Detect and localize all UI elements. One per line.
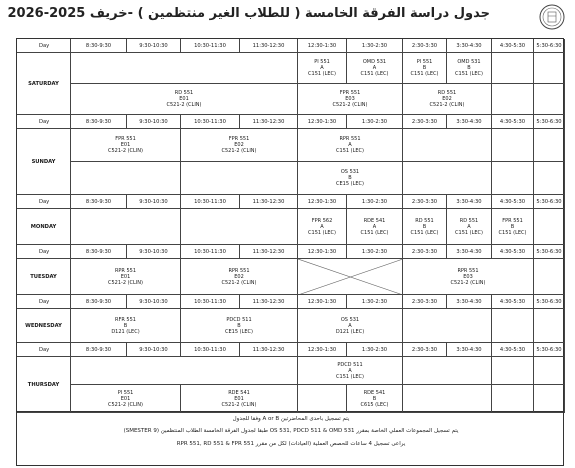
- empty-slot: [492, 129, 534, 162]
- course-line: E01: [234, 395, 244, 402]
- course-block: [298, 129, 403, 162]
- course-line: D121 (LEC): [335, 328, 365, 335]
- time-slot-header: 5:30-6:30: [534, 39, 565, 53]
- course-line: C521-2 (CLIN): [107, 148, 143, 154]
- course-line: A: [320, 223, 324, 230]
- empty-slot: [534, 309, 565, 343]
- course-line: B: [237, 322, 241, 329]
- course-block: [403, 84, 492, 115]
- footer-note: يتم تسجيل باحدى المحاضرتين A or B وفقا للجدول: [232, 416, 350, 422]
- day-header-cell: Day: [17, 195, 71, 209]
- empty-slot: [534, 259, 565, 295]
- time-slot-header: 4:30-5:30: [492, 295, 534, 309]
- course-block: [298, 209, 347, 245]
- course-line: A: [348, 367, 352, 374]
- day-header-cell: Day: [17, 245, 71, 259]
- course-line: RD 551: [415, 217, 434, 224]
- time-slot-header: 8:30-9:30: [71, 195, 127, 209]
- time-slot-header: 1:30-2:30: [347, 295, 403, 309]
- time-slot-header: 11:30-12:30: [240, 245, 298, 259]
- course-line: FPR 551: [502, 217, 523, 224]
- time-slot-header: 5:30-6:30: [534, 195, 565, 209]
- footer-note: يتم تسجيل المجموعات العملي الخاصة بمقرر OS 531, PDCD 511 & OMD 531 طبقا لجدول الفرقة الخامسة الطلاب المنتظمين (SMESTER 9): [123, 428, 459, 434]
- time-slot-header: 5:30-6:30: [534, 343, 565, 357]
- course-line: C151 (LEC): [360, 229, 389, 236]
- course-line: E02: [234, 142, 244, 148]
- time-slot-header: 9:30-10:30: [127, 195, 181, 209]
- course-block: [347, 209, 403, 245]
- day-header-cell: Day: [17, 295, 71, 309]
- empty-slot: [71, 162, 181, 195]
- course-line: E01: [120, 395, 131, 402]
- empty-slot: [534, 357, 565, 385]
- course-block: [71, 129, 181, 162]
- time-slot-header: 2:30-3:30: [403, 39, 447, 53]
- empty-slot: [492, 84, 534, 115]
- time-slot-header: 3:30-4:30: [447, 39, 492, 53]
- course-block: [71, 385, 181, 413]
- course-line: C521-2 (CLIN): [450, 279, 486, 286]
- time-slot-header: 4:30-5:30: [492, 343, 534, 357]
- course-line: E03: [345, 96, 355, 102]
- empty-slot: [534, 53, 565, 84]
- course-block: [181, 129, 298, 162]
- course-line: C151 (LEC): [455, 71, 483, 77]
- time-slot-header: 4:30-5:30: [492, 245, 534, 259]
- day-header-cell: Day: [17, 115, 71, 129]
- course-line: CE15 (LEC): [336, 181, 364, 187]
- course-line: E03: [463, 273, 473, 280]
- course-line: CE15 (LEC): [225, 328, 253, 335]
- course-block: [298, 53, 347, 84]
- course-block: [347, 385, 403, 413]
- course-line: PI 551: [117, 389, 134, 396]
- day-name-monday: MONDAY: [17, 209, 71, 245]
- time-slot-header: 12:30-1:30: [298, 343, 347, 357]
- course-line: A: [348, 142, 352, 148]
- time-slot-header: 1:30-2:30: [347, 115, 403, 129]
- time-slot-header: 8:30-9:30: [71, 245, 127, 259]
- empty-slot: [492, 385, 534, 413]
- course-line: RD 551: [459, 217, 479, 224]
- course-line: RPR 551: [339, 136, 361, 142]
- time-slot-header: 3:30-4:30: [447, 195, 492, 209]
- time-slot-header: 8:30-9:30: [71, 295, 127, 309]
- course-block: [181, 385, 298, 413]
- time-slot-header: 3:30-4:30: [447, 295, 492, 309]
- time-slot-header: 10:30-11:30: [181, 295, 240, 309]
- cancelled-slot: [298, 259, 403, 295]
- course-line: FPR 551: [115, 136, 136, 142]
- time-slot-header: 5:30-6:30: [534, 245, 565, 259]
- course-line: E02: [442, 96, 452, 102]
- page-header: [0, 0, 575, 34]
- course-line: C521-2 (CLIN): [221, 401, 257, 408]
- empty-slot: [492, 357, 534, 385]
- time-slot-header: 4:30-5:30: [492, 115, 534, 129]
- course-line: C151 (LEC): [498, 229, 527, 236]
- footer-notes: [16, 412, 564, 466]
- course-line: A: [467, 223, 471, 230]
- time-slot-header: 3:30-4:30: [447, 343, 492, 357]
- course-line: PDCD 511: [226, 316, 252, 323]
- empty-slot: [181, 162, 298, 195]
- course-line: B: [123, 322, 128, 329]
- day-name-sunday: SUNDAY: [17, 129, 71, 195]
- time-slot-header: 11:30-12:30: [240, 195, 298, 209]
- course-line: C521-2 (CLIN): [221, 148, 257, 154]
- course-line: PI 551: [416, 59, 433, 65]
- time-slot-header: 9:30-10:30: [127, 115, 181, 129]
- time-slot-header: 1:30-2:30: [347, 39, 403, 53]
- course-line: FPR 551: [228, 136, 250, 142]
- course-line: C151 (LEC): [308, 71, 336, 77]
- day-header-cell: Day: [17, 343, 71, 357]
- time-slot-header: 2:30-3:30: [403, 245, 447, 259]
- course-line: OS 531: [340, 169, 360, 175]
- time-slot-header: 8:30-9:30: [71, 343, 127, 357]
- course-line: OMD 531: [362, 59, 387, 65]
- schedule-table: [16, 38, 564, 412]
- course-block: [403, 53, 447, 84]
- empty-slot: [71, 357, 298, 385]
- course-block: [298, 309, 403, 343]
- empty-slot: [71, 209, 181, 245]
- time-slot-header: 2:30-3:30: [403, 195, 447, 209]
- course-line: C521-2 (CLIN): [332, 102, 368, 108]
- time-slot-header: 11:30-12:30: [240, 115, 298, 129]
- course-line: B: [510, 223, 515, 230]
- time-slot-header: 4:30-5:30: [492, 195, 534, 209]
- time-slot-header: 8:30-9:30: [71, 39, 127, 53]
- course-line: C151 (LEC): [336, 148, 364, 154]
- time-slot-header: 2:30-3:30: [403, 115, 447, 129]
- time-slot-header: 2:30-3:30: [403, 343, 447, 357]
- course-line: RD 551: [437, 90, 457, 96]
- course-block: [181, 309, 298, 343]
- course-line: C521-2 (CLIN): [221, 279, 257, 286]
- course-line: B: [372, 395, 377, 402]
- time-slot-header: 11:30-12:30: [240, 295, 298, 309]
- empty-slot: [492, 53, 534, 84]
- course-line: E01: [179, 96, 189, 102]
- course-line: E02: [234, 273, 244, 280]
- course-block: [447, 53, 492, 84]
- empty-slot: [534, 385, 565, 413]
- time-slot-header: 10:30-11:30: [181, 343, 240, 357]
- course-line: RFR 551: [115, 316, 136, 323]
- course-block: [71, 84, 298, 115]
- empty-slot: [403, 309, 492, 343]
- course-line: PI 551: [314, 59, 330, 65]
- course-block: [403, 259, 534, 295]
- course-line: RDE 541: [228, 389, 250, 396]
- course-line: RPR 551: [114, 267, 137, 274]
- course-line: C521-2 (CLIN): [107, 279, 143, 286]
- time-slot-header: 5:30-6:30: [534, 295, 565, 309]
- empty-slot: [534, 129, 565, 162]
- footer-note: يراعى تسجيل 4 ساعات للحصص العملية (العيادات) لكل من مقرر RPR 551, RD 551 & FPR 551: [176, 441, 406, 447]
- time-slot-header: 10:30-11:30: [181, 39, 240, 53]
- empty-slot: [534, 84, 565, 115]
- time-slot-header: 9:30-10:30: [127, 295, 181, 309]
- course-line: C151 (LEC): [455, 229, 483, 236]
- page-title: جدول دراسة الفرقة الخامسة ( للطلاب الغير منتظمين ) -خريف 2025-2026: [7, 6, 490, 21]
- course-line: RDE 541: [363, 217, 386, 224]
- course-line: C151 (LEC): [360, 71, 389, 77]
- empty-slot: [534, 162, 565, 195]
- course-line: C151 (LEC): [308, 229, 336, 236]
- time-slot-header: 1:30-2:30: [347, 343, 403, 357]
- course-line: RPR 551: [228, 267, 250, 274]
- course-line: FPR 551: [339, 90, 361, 96]
- time-slot-header: 12:30-1:30: [298, 39, 347, 53]
- empty-slot: [403, 385, 492, 413]
- university-seal-icon: [539, 4, 565, 30]
- time-slot-header: 12:30-1:30: [298, 115, 347, 129]
- time-slot-header: 3:30-4:30: [447, 115, 492, 129]
- course-line: OS 531: [340, 316, 360, 323]
- course-block: [298, 357, 403, 385]
- empty-slot: [403, 129, 492, 162]
- time-slot-header: 1:30-2:30: [347, 245, 403, 259]
- course-line: RDE 541: [363, 389, 386, 396]
- empty-slot: [403, 357, 492, 385]
- empty-slot: [492, 162, 534, 195]
- course-block: [403, 209, 447, 245]
- course-line: RPR 551: [457, 267, 479, 274]
- time-slot-header: 8:30-9:30: [71, 115, 127, 129]
- empty-slot: [181, 209, 298, 245]
- empty-slot: [298, 385, 347, 413]
- time-slot-header: 1:30-2:30: [347, 195, 403, 209]
- course-line: C151 (LEC): [410, 229, 439, 236]
- day-name-saturday: SATURDAY: [17, 53, 71, 115]
- empty-slot: [71, 53, 298, 84]
- course-line: A: [320, 65, 324, 71]
- time-slot-header: 12:30-1:30: [298, 295, 347, 309]
- course-block: [447, 209, 492, 245]
- empty-slot: [403, 162, 492, 195]
- course-block: [71, 259, 181, 295]
- course-line: C521-2 (CLIN): [166, 102, 202, 108]
- time-slot-header: 11:30-12:30: [240, 343, 298, 357]
- course-line: A: [372, 223, 377, 230]
- time-slot-header: 9:30-10:30: [127, 245, 181, 259]
- course-line: C151 (LEC): [410, 71, 439, 77]
- time-slot-header: 9:30-10:30: [127, 39, 181, 53]
- time-slot-header: 3:30-4:30: [447, 245, 492, 259]
- course-line: C521-2 (CLIN): [107, 401, 143, 408]
- time-slot-header: 10:30-11:30: [181, 115, 240, 129]
- course-line: RD 551: [174, 90, 194, 96]
- empty-slot: [492, 309, 534, 343]
- day-name-tuesday: TUESDAY: [17, 259, 71, 295]
- course-block: [71, 309, 181, 343]
- time-slot-header: 12:30-1:30: [298, 195, 347, 209]
- course-line: B: [467, 65, 471, 71]
- course-line: D121 (LEC): [111, 328, 140, 335]
- course-block: [298, 162, 403, 195]
- empty-slot: [534, 209, 565, 245]
- course-line: B: [348, 175, 352, 181]
- course-line: C151 (LEC): [336, 373, 364, 380]
- time-slot-header: 9:30-10:30: [127, 343, 181, 357]
- day-name-wednesday: WEDNESDAY: [17, 309, 71, 343]
- course-line: E01: [120, 273, 131, 280]
- course-line: B: [422, 223, 427, 230]
- course-block: [298, 84, 403, 115]
- time-slot-header: 11:30-12:30: [240, 39, 298, 53]
- course-line: E01: [120, 142, 131, 148]
- time-slot-header: 10:30-11:30: [181, 245, 240, 259]
- course-line: C615 (LEC): [360, 401, 389, 408]
- course-block: [347, 53, 403, 84]
- time-slot-header: 10:30-11:30: [181, 195, 240, 209]
- time-slot-header: 12:30-1:30: [298, 245, 347, 259]
- course-line: A: [372, 65, 377, 71]
- time-slot-header: 4:30-5:30: [492, 39, 534, 53]
- course-line: C521-2 (CLIN): [429, 102, 465, 108]
- time-slot-header: 2:30-3:30: [403, 295, 447, 309]
- course-block: [181, 259, 298, 295]
- course-line: PDCD 511: [337, 361, 363, 368]
- course-line: OMD 531: [457, 59, 481, 65]
- course-line: A: [348, 322, 352, 329]
- day-name-thursday: THURSDAY: [17, 357, 71, 413]
- course-block: [492, 209, 534, 245]
- time-slot-header: 5:30-6:30: [534, 115, 565, 129]
- course-line: B: [422, 65, 427, 71]
- day-header-cell: Day: [17, 39, 71, 53]
- course-line: FPR 562: [311, 217, 333, 224]
